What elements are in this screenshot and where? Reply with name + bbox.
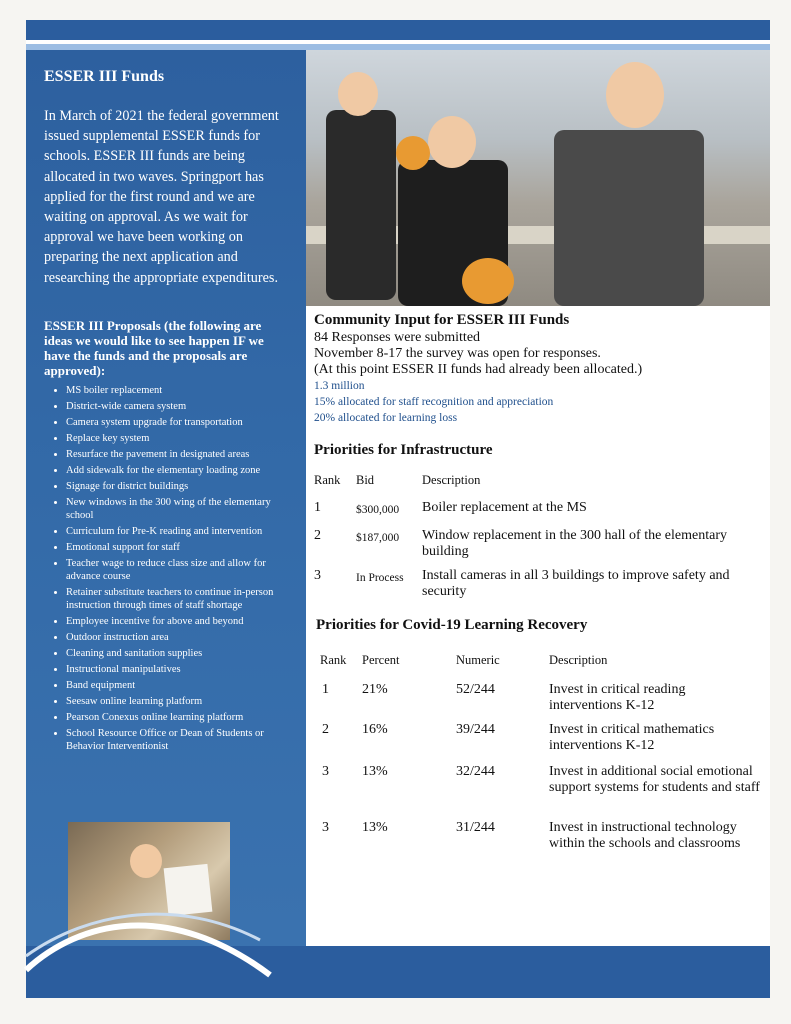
- photo-child-head: [338, 72, 378, 116]
- table-cell-numeric: 52/244: [456, 682, 495, 697]
- community-title: Community Input for ESSER III Funds: [314, 312, 570, 328]
- photo-child: [554, 130, 704, 306]
- pumpkin-icon: [462, 258, 514, 304]
- table-header-percent: Percent: [362, 653, 400, 667]
- table-cell-description: Invest in critical mathematics interventions K-12: [549, 722, 715, 753]
- proposals-list: [44, 384, 288, 753]
- proposal-item: • School Resource Office or Dean of Students or Behavior Interventionist: [66, 727, 288, 753]
- funding-note: 1.3 million: [314, 380, 365, 392]
- covid-heading: Priorities for Covid-19 Learning Recovery: [316, 617, 588, 633]
- table-cell-rank: 3: [322, 820, 329, 835]
- proposal-item: • Seesaw online learning platform: [66, 695, 288, 708]
- table-cell-description: Invest in additional social emotional support systems for students and staff: [549, 764, 760, 795]
- table-cell-numeric: 32/244: [456, 764, 495, 779]
- funding-note: 20% allocated for learning loss: [314, 412, 458, 424]
- table-cell-rank: 2: [322, 722, 329, 737]
- photo-child-head: [428, 116, 476, 168]
- table-cell-rank: 3: [322, 764, 329, 779]
- table-cell-rank: 1: [314, 500, 321, 515]
- proposal-item: • Band equipment: [66, 679, 288, 692]
- community-line: (At this point ESSER II funds had already been allocated.): [314, 362, 643, 377]
- proposal-item: • Curriculum for Pre-K reading and intervention: [66, 525, 288, 538]
- table-cell-numeric: 31/244: [456, 820, 495, 835]
- table-cell-description: Install cameras in all 3 buildings to improve safety and security: [422, 568, 730, 599]
- table-cell-description: Invest in critical reading interventions K-12: [549, 682, 686, 713]
- table-cell-bid: $300,000: [356, 504, 400, 516]
- proposal-item: • MS boiler replacement: [66, 384, 288, 397]
- proposal-item: • Outdoor instruction area: [66, 631, 288, 644]
- photo-child: [326, 110, 396, 300]
- proposal-item: • Instructional manipulatives: [66, 663, 288, 676]
- proposal-item: • Teacher wage to reduce class size and allow for advance course: [66, 557, 288, 583]
- proposal-item: • Cleaning and sanitation supplies: [66, 647, 288, 660]
- table-cell-bid: In Process: [356, 572, 404, 584]
- table-cell-percent: 13%: [362, 820, 388, 835]
- community-line: 84 Responses were submitted: [314, 330, 481, 345]
- proposal-item: • Add sidewalk for the elementary loading zone: [66, 464, 288, 477]
- table-cell-description: Boiler replacement at the MS: [422, 500, 587, 515]
- proposal-item: • New windows in the 300 wing of the elementary school: [66, 496, 288, 522]
- swoosh-graphic: [20, 880, 280, 980]
- photo-child-head: [606, 62, 664, 128]
- table-cell-description: Window replacement in the 300 hall of the elementary building: [422, 528, 727, 559]
- proposal-item: • Pearson Conexus online learning platform: [66, 711, 288, 724]
- pumpkin-icon: [396, 136, 430, 170]
- table-cell-description: Invest in instructional technology within the schools and classrooms: [549, 820, 741, 851]
- proposal-item: • Camera system upgrade for transportation: [66, 416, 288, 429]
- infrastructure-heading: Priorities for Infrastructure: [314, 442, 493, 458]
- proposal-item: • District-wide camera system: [66, 400, 288, 413]
- table-header-description: Description: [549, 653, 608, 667]
- top-banner: [26, 20, 770, 40]
- community-line: November 8-17 the survey was open for responses.: [314, 346, 601, 361]
- proposals-heading: ESSER III Proposals (the following are ideas we would like to see happen IF we have the funds and the proposals are approved):: [44, 317, 264, 378]
- table-cell-rank: 3: [314, 568, 321, 583]
- table-header-rank: Rank: [314, 473, 341, 487]
- table-cell-percent: 13%: [362, 764, 388, 779]
- proposal-item: • Employee incentive for above and beyond: [66, 615, 288, 628]
- table-header-description: Description: [422, 473, 481, 487]
- proposal-item: • Signage for district buildings: [66, 480, 288, 493]
- table-header-rank: Rank: [320, 653, 347, 667]
- sidebar-title: ESSER III Funds: [44, 68, 165, 85]
- sidebar-intro: In March of 2021 the federal government issued supplemental ESSER funds for schools. ESSER III funds are being allocated in two waves. Springport has applied for the first round and we are waiting on approval. As we wait for approval we have been working on preparing the next application and researching the appropriate expenditures.: [44, 108, 279, 286]
- proposal-item: • Resurface the pavement in designated areas: [66, 448, 288, 461]
- proposal-item: • Retainer substitute teachers to continue in-person instruction through times of staff shortage: [66, 586, 288, 612]
- proposal-item: • Replace key system: [66, 432, 288, 445]
- table-header-numeric: Numeric: [456, 653, 500, 667]
- table-cell-percent: 16%: [362, 722, 388, 737]
- table-header-bid: Bid: [356, 473, 375, 487]
- table-cell-numeric: 39/244: [456, 722, 495, 737]
- table-cell-bid: $187,000: [356, 532, 400, 544]
- classroom-photo: [306, 50, 770, 306]
- proposal-item: • Emotional support for staff: [66, 541, 288, 554]
- funding-note: 15% allocated for staff recognition and appreciation: [314, 396, 554, 408]
- table-cell-rank: 1: [322, 682, 329, 697]
- table-cell-rank: 2: [314, 528, 321, 543]
- table-cell-percent: 21%: [362, 682, 388, 697]
- student-face: [130, 844, 162, 878]
